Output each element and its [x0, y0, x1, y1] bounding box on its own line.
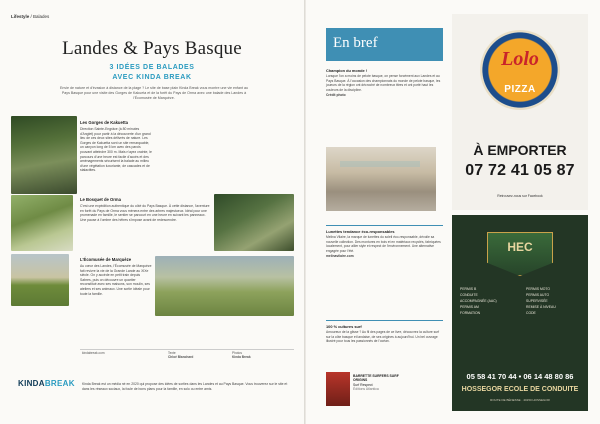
- article-subtitle-2: AVEC KINDA BREAK: [112, 74, 192, 81]
- pizza-phone: 07 72 41 05 87: [465, 162, 575, 179]
- about-kinda-break: Kinda Break est un média né en 2020 qui propose des idées de sorties dans les Landes et au Pays Basque. Vous trouverez sur le site et dans les réseaux sociaux, la foule de bons plans pour la famille, en solo ou entre amis.: [82, 382, 288, 391]
- takeaway-label: À EMPORTER: [473, 142, 567, 158]
- services-list-right: PERMIS MOTO PERMIS AUTO SUPERVISÉE REMISE À NIVEAU CODE: [526, 287, 556, 315]
- photo-forest-path: [11, 195, 73, 251]
- news-2-body: Melina Vilaire, la marque de lunettes du soleil éco-responsable, dévoile sa nouvelle collection. Des montures en bois et en matériaux recyclés, fabriquées localement, pour allier style et respect de l'environnement. Une alternative engagée pour l'été.: [326, 235, 441, 253]
- section-1-body: Direction Sainte-Engrâce (à 80 minutes d'Anglet) pour partir à la découverte d'un grand lieu de ces deux sites délivrés de nature. Les Gorges de Kakuetta sont un site remarquable, un canyon long de 5 km avec des parois pouvant atteindre 300 m. Mais n'ayez crainte, le parcours d'une heure est facile d'accès et des aménagements sécurisent la balade au milieu d'une végétation luxuriante, de cascades et de stalactites.: [80, 127, 152, 173]
- photo-sheep: [155, 256, 294, 316]
- section-2-body: C'est une expédition authentique du côté du Pays Basque. À cette distance, l'aventure en forêt du Pays de Orma vous mènera entre des arbres majestueux. Idéal pour une promenade en famille, le sentier se parcourt en une heure en suivant les panneaux. Une pause à l'ombre des hêtres s'impose avant de redescendre.: [80, 204, 210, 222]
- en-bref-header: En bref: [326, 28, 443, 61]
- lolo-pizza-word: PIZZA: [504, 84, 536, 95]
- credit-photos: Photos Kinda Break: [232, 351, 251, 360]
- news-divider-2: [326, 320, 443, 321]
- book-info: BARRETTE SURFERS SURF ORIGINS Surf Respect Éditions Atlantica: [353, 374, 399, 392]
- driving-school-phone: 05 58 41 70 44 • 06 14 48 80 86: [466, 372, 574, 381]
- section-1-title: Les Gorges de Kakuetta: [80, 120, 128, 125]
- news-item-2: [326, 229, 443, 259]
- section-2-title: Le Bosquet de Orma: [80, 197, 121, 202]
- news-2-title: Lunettes tendance éco-responsables: [326, 229, 395, 234]
- services-list-left: PERMIS B CONDUITE ACCOMPAGNÉE (AAC) PERMIS AM FORMATION: [460, 287, 497, 315]
- driving-school-address: ROUTE DE BÉNESSE · 40150 HOSSEGOR: [490, 398, 550, 402]
- section-rubric: Lifestyle / Balades: [11, 14, 50, 19]
- photo-gorges: [11, 116, 77, 194]
- credit-website: kindabreak.com: [82, 351, 105, 355]
- news-3-body: Amoureux de la glisse ? Au fil des pages de ce livre, découvrez la culture surf sur la côte basque et landaise, de ses origines à aujourd'hui. Un bel ouvrage illustré pour tous les passionnés de l'océan.: [326, 330, 440, 343]
- news-1-body: Lorsque l'on a moins de pelote basque, on pense forcément aux Landes et au Pays Basque. À l'occasion des championnats du monde de pelote basque, les joueurs de la région ont décroché de nombreux titres et ont porté haut les couleurs de la discipline.: [326, 74, 441, 92]
- credits-divider: [80, 349, 294, 350]
- photo-forest: [214, 194, 294, 251]
- book-cover: [326, 372, 350, 406]
- photo-ecomusee-house: [11, 254, 69, 306]
- article-intro: Envie de nature et d'évasion à distance de la plage ? Le site de base plain Kinda Break vous montre une vie enfant au Pays Basque pour une visite des Gorges de Kakueta et de la forêt du Pays de Orma avec une balade des Landes à l'Écomusée de Marquèze.: [59, 86, 249, 100]
- driving-school-logo: HEC: [507, 240, 533, 254]
- news-3-title: 100 % cultures surf: [326, 324, 362, 329]
- photo-pelote-court: [326, 147, 436, 211]
- article-title: Landes & Pays Basque: [62, 38, 242, 59]
- news-item-1: [326, 68, 443, 98]
- facebook-note: Retrouvez-nous sur Facebook: [497, 194, 543, 198]
- section-3-title: L'Écomusée de Marquèze: [80, 257, 132, 262]
- lolo-brand: Lolo: [501, 48, 539, 70]
- news-item-3: [326, 324, 443, 344]
- news-1-credit: Crédit photo: [326, 93, 346, 97]
- article-subtitle: 3 IDÉES DE BALADES: [109, 64, 195, 71]
- section-3-body: Au cœur des Landes, l'Écomusée de Marquèze fait revivre la vie de la Grande Lande au XIXe siècle. On y accède en petit train depuis Sabres, puis on découvre un quartier reconstitué avec ses maisons, son moulin, ses ateliers et ses animaux. Une sortie idéale pour toute la famille.: [80, 264, 152, 296]
- news-divider-1: [326, 225, 443, 226]
- driving-school-name: HOSSEGOR ECOLE DE CONDUITE: [461, 386, 579, 393]
- kinda-break-logo: KINDABREAK: [18, 379, 75, 388]
- lolo-pizza-badge: [480, 30, 560, 110]
- news-2-credit: melinavilaire.com: [326, 254, 354, 258]
- news-1-title: Champion du monde !: [326, 68, 368, 73]
- credit-text: Texte Chloé Blanchard: [168, 351, 194, 360]
